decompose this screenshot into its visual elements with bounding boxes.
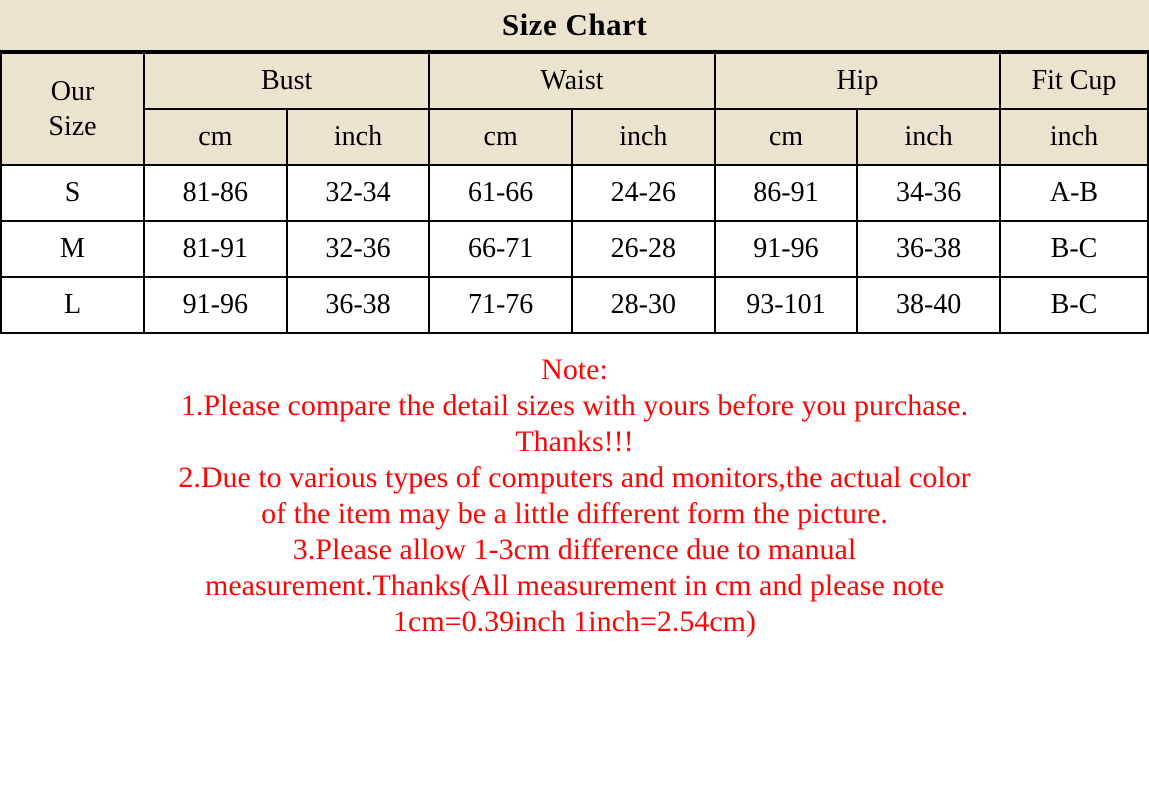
table-row	[1, 277, 1148, 333]
header-waist-cm: cm	[429, 109, 572, 165]
table-header-row-groups	[1, 53, 1148, 109]
cell-waist-inch: 28-30	[572, 277, 715, 333]
cell-waist-inch: 24-26	[572, 165, 715, 221]
cell-fit-cup: B-C	[1000, 277, 1148, 333]
page-title: Size Chart	[501, 7, 648, 42]
cell-waist-cm: 66-71	[429, 221, 572, 277]
table-row	[1, 165, 1148, 221]
note-line-6: measurement.Thanks(All measurement in cm and please note	[205, 569, 944, 602]
cell-hip-cm: 86-91	[715, 165, 858, 221]
cell-waist-inch: 26-28	[572, 221, 715, 277]
cell-bust-cm: 91-96	[144, 277, 287, 333]
cell-hip-cm: 91-96	[715, 221, 858, 277]
header-bust-cm: cm	[144, 109, 287, 165]
header-bust: Bust	[144, 53, 429, 109]
note-line-1: 1.Please compare the detail sizes with yours before you purchase.	[180, 389, 969, 422]
cell-fit-cup: B-C	[1000, 221, 1148, 277]
notes-section	[0, 334, 1149, 640]
header-bust-inch: inch	[287, 109, 430, 165]
cell-size: L	[1, 277, 144, 333]
header-waist: Waist	[429, 53, 714, 109]
notes-heading: Note:	[541, 353, 608, 386]
header-fit-cup-inch: inch	[1000, 109, 1148, 165]
cell-bust-inch: 36-38	[287, 277, 430, 333]
cell-hip-inch: 36-38	[857, 221, 1000, 277]
header-hip-inch: inch	[857, 109, 1000, 165]
cell-size: M	[1, 221, 144, 277]
table-header-row-units	[1, 109, 1148, 165]
note-line-3: 2.Due to various types of computers and monitors,the actual color	[178, 461, 971, 494]
size-chart-table	[0, 52, 1149, 334]
header-hip-cm: cm	[715, 109, 858, 165]
header-our-size	[1, 53, 144, 165]
our-size-line-1: Our	[50, 76, 95, 107]
cell-bust-cm: 81-86	[144, 165, 287, 221]
table-row	[1, 221, 1148, 277]
cell-fit-cup: A-B	[1000, 165, 1148, 221]
cell-waist-cm: 61-66	[429, 165, 572, 221]
cell-bust-inch: 32-34	[287, 165, 430, 221]
note-line-7: 1cm=0.39inch 1inch=2.54cm)	[393, 605, 756, 638]
header-waist-inch: inch	[572, 109, 715, 165]
cell-size: S	[1, 165, 144, 221]
our-size-line-2: Size	[48, 111, 97, 142]
cell-bust-inch: 32-36	[287, 221, 430, 277]
cell-bust-cm: 81-91	[144, 221, 287, 277]
cell-hip-cm: 93-101	[715, 277, 858, 333]
note-line-5: 3.Please allow 1-3cm difference due to manual	[292, 533, 857, 566]
chart-title-bar	[0, 0, 1149, 52]
header-hip: Hip	[715, 53, 1000, 109]
note-line-2: Thanks!!!	[515, 425, 634, 458]
cell-hip-inch: 38-40	[857, 277, 1000, 333]
cell-waist-cm: 71-76	[429, 277, 572, 333]
header-fit-cup: Fit Cup	[1000, 53, 1148, 109]
cell-hip-inch: 34-36	[857, 165, 1000, 221]
note-line-4: of the item may be a little different form the picture.	[261, 497, 888, 530]
